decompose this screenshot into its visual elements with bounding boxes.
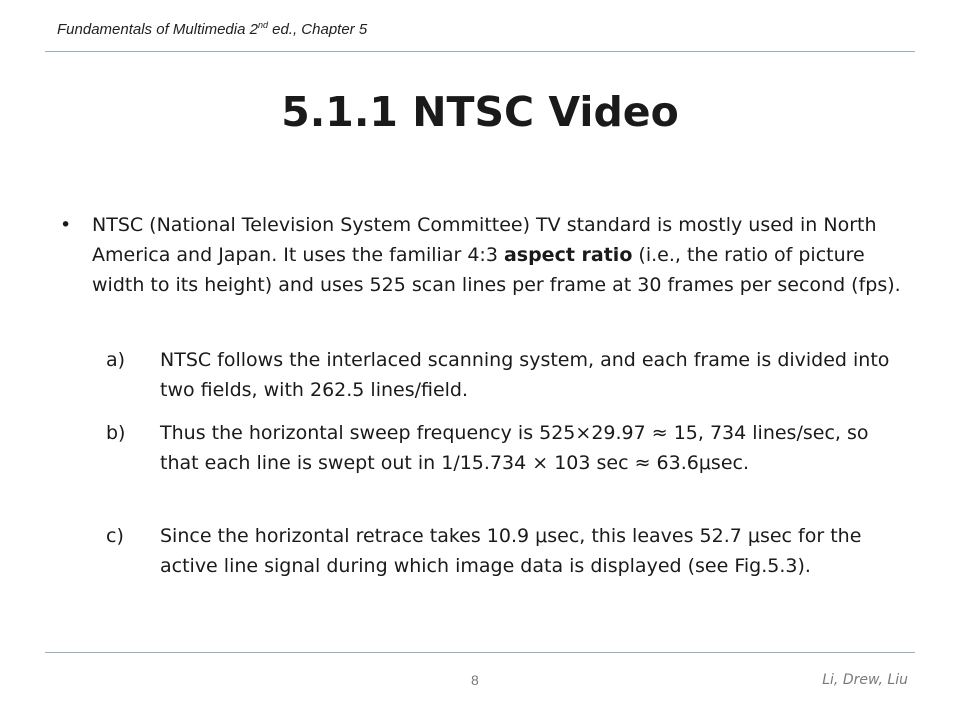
- sub-item-marker: c): [106, 525, 124, 547]
- slide-title: 5.1.1 NTSC Video: [281, 88, 679, 136]
- header-divider: [45, 51, 915, 52]
- sub-item-text: NTSC follows the interlaced scanning system, and each frame is divided into two fields, with 262.5 lines/field.: [160, 349, 890, 401]
- sub-item-b: [106, 418, 896, 478]
- sub-item-text: Since the horizontal retrace takes 10.9 μsec, this leaves 52.7 μsec for the active line signal during which image data is displayed (see Fig.5.3).: [160, 525, 862, 577]
- chapter-header: [57, 21, 367, 38]
- sub-item-text: Thus the horizontal sweep frequency is 525×29.97 ≈ 15, 734 lines/sec, so that each line is swept out in 1/15.734 × 103 sec ≈ 63.6μsec.: [160, 422, 869, 474]
- sub-item-a: [106, 345, 896, 405]
- sub-item-c: [106, 521, 896, 581]
- footer-divider: [45, 652, 915, 653]
- chapter-header-text: Fundamentals of Multimedia 2: [57, 21, 258, 38]
- bullet-text-part-end: (i.e., the ratio of picture width to its height) and uses 525 scan lines per frame at 30 frames per second (fps).: [92, 244, 901, 296]
- bullet-marker: •: [60, 214, 72, 236]
- chapter-header-superscript: nd: [257, 20, 268, 30]
- sub-item-marker: b): [106, 422, 126, 444]
- main-bullet-text: [92, 210, 912, 300]
- footer-authors: Li, Drew, Liu: [822, 672, 908, 688]
- bullet-text-part: NTSC (National Television System Committee) TV standard is mostly used in North America and Japan. It uses the familiar 4:3: [92, 214, 877, 266]
- page-number: 8: [471, 672, 479, 688]
- aspect-ratio-term: aspect ratio: [503, 244, 633, 266]
- chapter-header-text-after: ed., Chapter 5: [267, 21, 368, 38]
- sub-item-marker: a): [106, 349, 126, 371]
